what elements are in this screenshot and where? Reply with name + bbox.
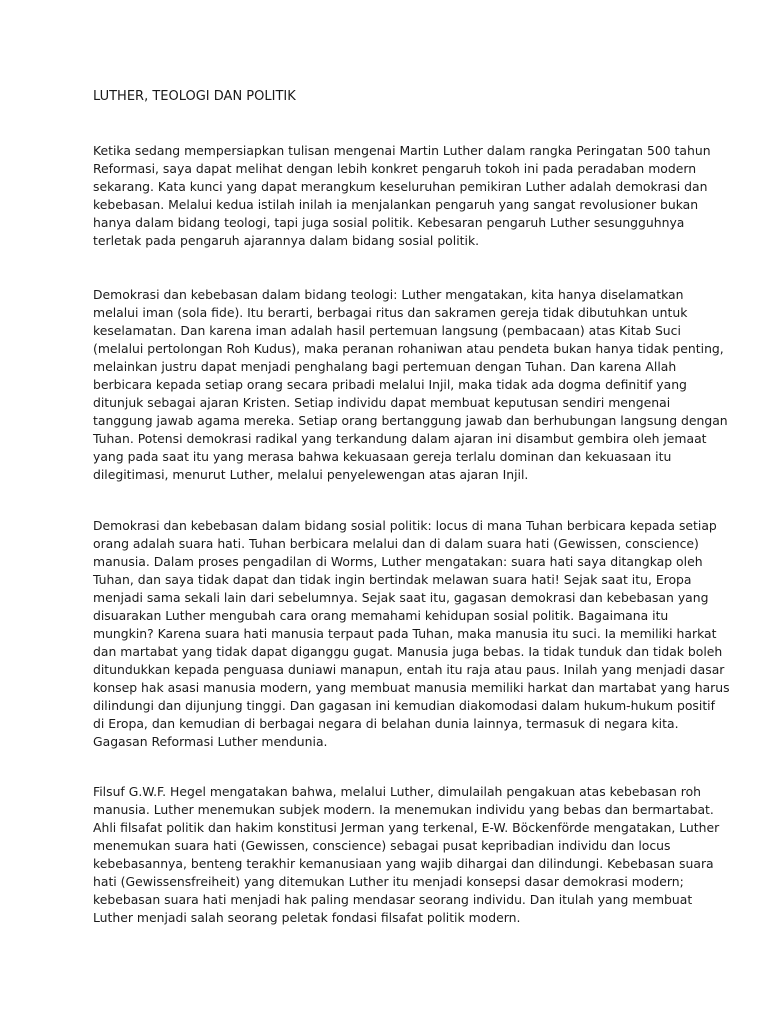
paragraph-line: dilindungi dan dijunjung tinggi. Dan gagasan ini kemudian diakomodasi dalam hukum-hukum positif bbox=[93, 698, 715, 713]
paragraph-line: hanya dalam bidang teologi, tapi juga sosial politik. Kebesaran pengaruh Luther sesungguhnya bbox=[93, 215, 685, 230]
paragraph-line: tanggung jawab agama mereka. Setiap orang bertanggung jawab dan berhubungan langsung dengan bbox=[93, 413, 728, 428]
paragraph-line: konsep hak asasi manusia modern, yang membuat manusia memiliki harkat dan martabat yang harus bbox=[93, 680, 730, 695]
paragraph-line: orang adalah suara hati. Tuhan berbicara melalui dan di dalam suara hati (Gewissen, conscience) bbox=[93, 536, 699, 551]
paragraph-line: ditundukkan kepada penguasa duniawi manapun, entah itu raja atau paus. Inilah yang menjadi dasar bbox=[93, 662, 725, 677]
paragraph-line: terletak pada pengaruh ajarannya dalam bidang sosial politik. bbox=[93, 233, 480, 248]
paragraph-line: Demokrasi dan kebebasan dalam bidang teologi: Luther mengatakan, kita hanya diselamatkan bbox=[93, 287, 684, 302]
paragraph-line: Ahli filsafat politik dan hakim konstitusi Jerman yang terkenal, E-W. Böckenförde mengatakan, Luther bbox=[93, 820, 720, 835]
paragraph-line: Demokrasi dan kebebasan dalam bidang sosial politik: locus di mana Tuhan berbicara kepada setiap bbox=[93, 518, 717, 533]
paragraph-line: kebebasannya, benteng terakhir kemanusiaan yang wajib dihargai dan dilindungi. Kebebasan suara bbox=[93, 856, 714, 871]
paragraph-line: Filsuf G.W.F. Hegel mengatakan bahwa, melalui Luther, dimulailah pengakuan atas kebebasan roh bbox=[93, 784, 702, 799]
paragraph-line: berbicara kepada setiap orang secara pribadi melalui Injil, maka tidak ada dogma definitif yang bbox=[93, 377, 687, 392]
paragraph-line: melalui iman (sola fide). Itu berarti, berbagai ritus dan sakramen gereja tidak dibutuhkan untuk bbox=[93, 305, 688, 320]
paragraph-line: melainkan justru dapat menjadi penghalang bagi pertemuan dengan Tuhan. Dan karena Allah bbox=[93, 359, 677, 374]
document-title: LUTHER, TEOLOGI DAN POLITIK bbox=[93, 89, 296, 104]
paragraph-line: menjadi sama sekali lain dari sebelumnya. Sejak saat itu, gagasan demokrasi dan kebebasan yang bbox=[93, 590, 709, 605]
paragraph-line: Gagasan Reformasi Luther mendunia. bbox=[93, 734, 328, 749]
paragraph-2 bbox=[93, 286, 728, 484]
paragraph-line: menemukan suara hati (Gewissen, conscience) sebagai pusat kepribadian individu dan locus bbox=[93, 838, 671, 853]
paragraph-line: Reformasi, saya dapat melihat dengan lebih konkret pengaruh tokoh ini pada peradaban modern bbox=[93, 161, 697, 176]
paragraph-line: (melalui pertolongan Roh Kudus), maka peranan rohaniwan atau pendeta bukan hanya tidak penting, bbox=[93, 341, 724, 356]
paragraph-line: hati (Gewissensfreiheit) yang ditemukan Luther itu menjadi konsepsi dasar demokrasi modern; bbox=[93, 874, 684, 889]
paragraph-line: yang pada saat itu yang merasa bahwa kekuasaan gereja terlalu dominan dan kekuasaan itu bbox=[93, 449, 672, 464]
paragraph-line: Tuhan, dan saya tidak dapat dan tidak ingin bertindak melawan suara hati! Sejak saat itu, Eropa bbox=[93, 572, 692, 587]
paragraph-line: Tuhan. Potensi demokrasi radikal yang terkandung dalam ajaran ini disambut gembira oleh jemaat bbox=[93, 431, 707, 446]
paragraph-line: di Eropa, dan kemudian di berbagai negara di belahan dunia lainnya, termasuk di negara kita. bbox=[93, 716, 679, 731]
paragraph-line: disuarakan Luther mengubah cara orang memahami kehidupan sosial politik. Bagaimana itu bbox=[93, 608, 669, 623]
paragraph-line: kebebasan suara hati menjadi hak paling mendasar seorang individu. Dan itulah yang membuat bbox=[93, 892, 693, 907]
paragraph-1 bbox=[93, 142, 711, 250]
paragraph-line: sekarang. Kata kunci yang dapat merangkum keseluruhan pemikiran Luther adalah demokrasi dan bbox=[93, 179, 708, 194]
paragraph-line: kebebasan. Melalui kedua istilah inilah ia menjalankan pengaruh yang sangat revolusioner bukan bbox=[93, 197, 699, 212]
paragraph-line: dilegitimasi, menurut Luther, melalui penyelewengan atas ajaran Injil. bbox=[93, 467, 529, 482]
paragraph-line: manusia. Luther menemukan subjek modern. Ia menemukan individu yang bebas dan bermartabat. bbox=[93, 802, 714, 817]
paragraph-line: Luther menjadi salah seorang peletak fondasi filsafat politik modern. bbox=[93, 910, 521, 925]
paragraph-line: ditunjuk sebagai ajaran Kristen. Setiap individu dapat membuat keputusan sendiri mengenai bbox=[93, 395, 671, 410]
paragraph-3 bbox=[93, 517, 730, 751]
paragraph-4 bbox=[93, 783, 720, 927]
paragraph-line: manusia. Dalam proses pengadilan di Worms, Luther mengatakan: suara hati saya ditangkap oleh bbox=[93, 554, 703, 569]
paragraph-line: mungkin? Karena suara hati manusia terpaut pada Tuhan, maka manusia itu suci. Ia memiliki harkat bbox=[93, 626, 717, 641]
paragraph-line: dan martabat yang tidak dapat diganggu gugat. Manusia juga bebas. Ia tidak tunduk dan tidak boleh bbox=[93, 644, 723, 659]
paragraph-line: Ketika sedang mempersiapkan tulisan mengenai Martin Luther dalam rangka Peringatan 500 tahun bbox=[93, 143, 711, 158]
paragraph-line: keselamatan. Dan karena iman adalah hasil pertemuan langsung (pembacaan) atas Kitab Suci bbox=[93, 323, 681, 338]
